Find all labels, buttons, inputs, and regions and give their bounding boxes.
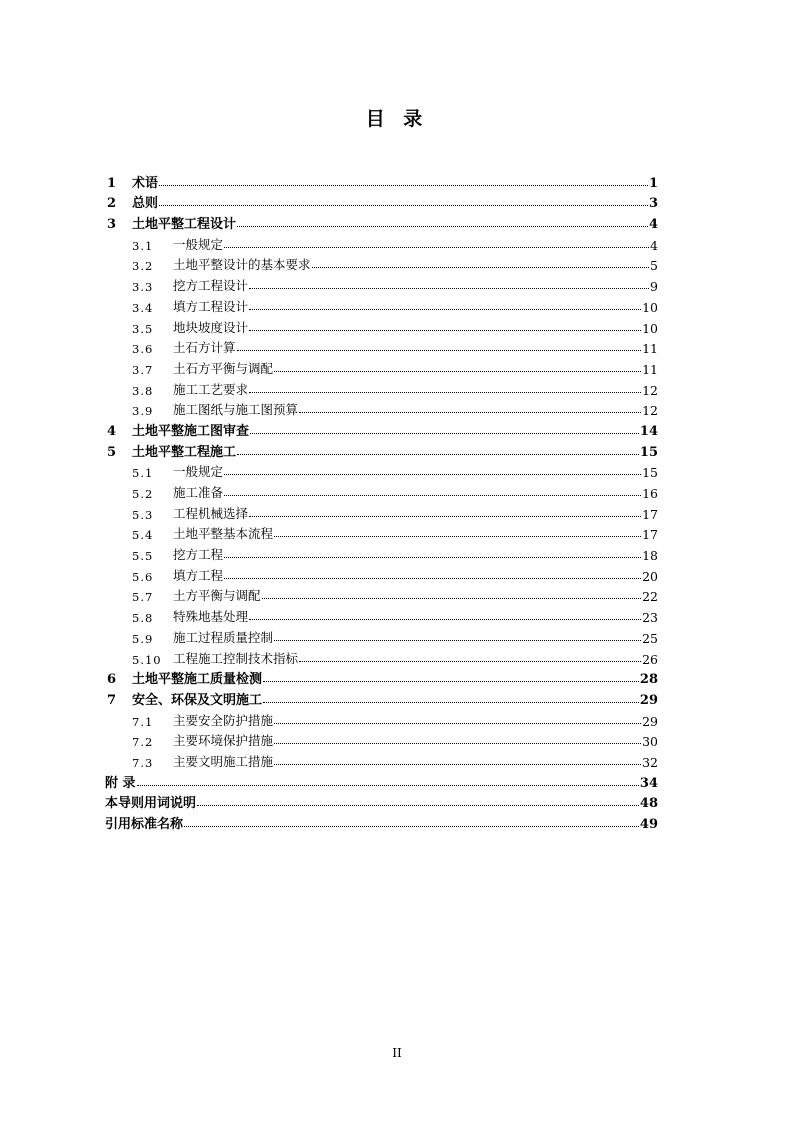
toc-entry[interactable] bbox=[105, 625, 658, 646]
toc-entry-number: 5.9 bbox=[132, 631, 154, 646]
toc-entry-label: 安全、环保及文明施工 bbox=[132, 692, 263, 708]
toc-entry-number: 3.1 bbox=[132, 238, 154, 253]
toc-entry[interactable] bbox=[105, 584, 658, 605]
toc-entry-label: 一般规定 bbox=[173, 464, 224, 480]
toc-entry-page: 29 bbox=[639, 692, 658, 708]
toc-entry-label: 挖方工程设计 bbox=[173, 278, 249, 294]
dot-leader bbox=[237, 454, 639, 455]
toc-entry-page: 4 bbox=[650, 237, 658, 253]
toc-entry-page: 48 bbox=[639, 796, 658, 812]
toc-entry[interactable] bbox=[105, 356, 658, 377]
toc-entry-label: 主要安全防护措施 bbox=[173, 712, 274, 728]
dot-leader bbox=[249, 288, 649, 289]
dot-leader bbox=[224, 247, 649, 248]
toc-entry-label: 地块坡度设计 bbox=[173, 319, 249, 335]
dot-leader bbox=[224, 474, 641, 475]
toc-entry-page: 4 bbox=[648, 217, 658, 233]
toc-entry[interactable] bbox=[105, 460, 658, 481]
toc-entry-page: 5 bbox=[650, 258, 658, 274]
toc-entry-page: 28 bbox=[639, 672, 658, 688]
toc-entry-page: 49 bbox=[639, 817, 658, 832]
dot-leader bbox=[159, 185, 648, 186]
dot-leader bbox=[274, 764, 641, 765]
toc-entry[interactable] bbox=[105, 687, 658, 708]
toc-entry[interactable] bbox=[105, 377, 658, 398]
toc-entry-number: 7 bbox=[107, 692, 117, 708]
toc-entry-label: 土石方平衡与调配 bbox=[173, 360, 274, 376]
toc-entry-number: 5.4 bbox=[132, 528, 154, 543]
toc-entry[interactable] bbox=[105, 294, 658, 315]
toc-entry[interactable] bbox=[105, 191, 658, 212]
toc-entry-page: 32 bbox=[642, 754, 658, 770]
dot-leader bbox=[262, 598, 642, 599]
dot-leader bbox=[137, 785, 639, 786]
toc-title: 目 录 bbox=[365, 108, 429, 130]
dot-leader bbox=[197, 805, 639, 806]
toc-entry-label: 特殊地基处理 bbox=[173, 609, 249, 625]
toc-entry-label: 工程机械选择 bbox=[173, 505, 249, 521]
toc-entry[interactable] bbox=[105, 253, 658, 274]
toc-entry[interactable] bbox=[105, 729, 658, 750]
toc-entry-label: 土石方计算 bbox=[173, 340, 236, 356]
toc-entry-number: 2 bbox=[107, 196, 117, 212]
toc-entry-label: 土方平衡与调配 bbox=[173, 588, 261, 604]
toc-entry-label: 土地平整施工质量检测 bbox=[132, 672, 263, 688]
toc-entry[interactable] bbox=[105, 522, 658, 543]
toc-entry-page: 29 bbox=[642, 713, 658, 729]
toc-entry-number: 3.6 bbox=[132, 342, 154, 357]
toc-entry-page: 11 bbox=[642, 361, 658, 377]
toc-entry-page: 25 bbox=[642, 630, 658, 646]
dot-leader bbox=[274, 371, 641, 372]
toc-entry-number: 7.2 bbox=[132, 735, 154, 750]
toc-entry-number: 5.3 bbox=[132, 507, 154, 522]
toc-entry-page: 16 bbox=[642, 486, 658, 501]
toc-entry-number: 5.2 bbox=[132, 487, 154, 501]
toc-entry-label: 挖方工程 bbox=[173, 547, 224, 563]
toc-entry-page: 17 bbox=[642, 506, 658, 522]
toc-entry-page: 23 bbox=[642, 610, 658, 626]
toc-entry-page: 34 bbox=[639, 775, 658, 791]
toc-entry-page: 9 bbox=[650, 279, 658, 295]
toc-entry-number: 5.6 bbox=[132, 569, 154, 584]
toc-entry-page: 22 bbox=[642, 589, 658, 605]
dot-leader bbox=[299, 661, 641, 662]
dot-leader bbox=[249, 392, 641, 393]
dot-leader bbox=[237, 226, 648, 227]
dot-leader bbox=[250, 433, 639, 434]
toc-entry-label: 土地平整基本流程 bbox=[173, 526, 274, 542]
dot-leader bbox=[312, 267, 650, 268]
toc-entry-page: 10 bbox=[642, 320, 658, 336]
toc-entry-number: 6 bbox=[107, 672, 117, 688]
toc-entry-number: 5.10 bbox=[132, 652, 162, 667]
toc-entry-label: 土地平整设计的基本要求 bbox=[173, 257, 311, 273]
toc-entry[interactable] bbox=[105, 336, 658, 357]
toc-entry-number: 7.1 bbox=[132, 714, 154, 729]
toc-entry[interactable] bbox=[105, 563, 658, 584]
toc-entry-number: 7.3 bbox=[132, 755, 154, 770]
page-number-footer: II bbox=[392, 1046, 402, 1060]
toc-entry[interactable] bbox=[105, 418, 658, 439]
toc-entry[interactable] bbox=[105, 439, 658, 460]
toc-entry-page: 12 bbox=[642, 382, 658, 398]
toc-entry-page: 20 bbox=[642, 568, 658, 584]
toc-entry[interactable] bbox=[105, 480, 658, 501]
dot-leader bbox=[299, 412, 641, 413]
dot-leader bbox=[274, 536, 641, 537]
toc-entry-page: 26 bbox=[642, 651, 658, 667]
toc-entry-page: 11 bbox=[642, 341, 658, 357]
toc-entry[interactable] bbox=[105, 315, 658, 336]
toc-entry[interactable] bbox=[105, 273, 658, 294]
toc-entry-page: 12 bbox=[642, 403, 658, 419]
toc-entry-page: 3 bbox=[648, 196, 658, 212]
toc-entry-page: 30 bbox=[642, 734, 658, 750]
toc-entry[interactable] bbox=[105, 501, 658, 522]
toc-entry-page: 18 bbox=[642, 548, 658, 564]
toc-entry-number: 3 bbox=[107, 217, 117, 233]
toc-entry-label: 土地平整施工图审查 bbox=[132, 423, 250, 439]
toc-entry-label: 施工工艺要求 bbox=[173, 381, 249, 397]
dot-leader bbox=[224, 578, 641, 579]
toc-entry-page: 15 bbox=[642, 465, 658, 481]
toc-entry-label: 工程施工控制技术指标 bbox=[173, 650, 299, 666]
toc-entry[interactable] bbox=[105, 604, 658, 625]
toc-entry-label: 施工过程质量控制 bbox=[173, 629, 274, 645]
dot-leader bbox=[237, 350, 642, 351]
dot-leader bbox=[249, 516, 641, 517]
toc-entry[interactable] bbox=[105, 542, 658, 563]
dot-leader bbox=[274, 640, 641, 641]
dot-leader bbox=[159, 205, 648, 206]
toc-entry[interactable] bbox=[105, 646, 658, 667]
toc-entry-label: 施工准备 bbox=[173, 485, 224, 500]
toc-entry-number: 3.2 bbox=[132, 259, 154, 274]
toc-entry-number: 3.5 bbox=[132, 321, 154, 336]
toc-entry-number: 3.4 bbox=[132, 300, 154, 315]
toc-entry-number: 4 bbox=[107, 423, 117, 439]
dot-leader bbox=[184, 826, 639, 827]
dot-leader bbox=[263, 681, 639, 682]
toc-entry-label: 一般规定 bbox=[173, 236, 224, 252]
toc-entry[interactable] bbox=[105, 708, 658, 729]
toc-entry[interactable] bbox=[105, 211, 658, 232]
toc-entry[interactable] bbox=[105, 398, 658, 419]
toc-entry-number: 3.3 bbox=[132, 280, 154, 295]
toc-entry[interactable] bbox=[105, 232, 658, 253]
toc-entry-label: 总则 bbox=[132, 196, 159, 212]
dot-leader bbox=[263, 702, 639, 703]
toc-entry[interactable] bbox=[105, 770, 658, 791]
toc-entry-number: 3.8 bbox=[132, 383, 154, 398]
dot-leader bbox=[224, 495, 641, 496]
toc-entry-label: 引用标准名称 bbox=[105, 817, 184, 832]
dot-leader bbox=[274, 723, 641, 724]
toc-entry-label: 土地平整工程施工 bbox=[132, 444, 237, 460]
toc-entry-label: 主要文明施工措施 bbox=[173, 753, 274, 769]
toc-entry-page: 14 bbox=[639, 423, 658, 439]
toc-entry-number: 3.7 bbox=[132, 362, 154, 377]
table-of-contents bbox=[105, 170, 658, 832]
toc-entry[interactable] bbox=[105, 170, 658, 191]
dot-leader bbox=[249, 619, 641, 620]
toc-entry-page: 1 bbox=[648, 175, 658, 191]
toc-entry-page: 15 bbox=[639, 444, 658, 460]
toc-entry-page: 10 bbox=[642, 299, 658, 315]
toc-entry-number: 5.8 bbox=[132, 611, 154, 626]
toc-entry-number: 5.5 bbox=[132, 549, 154, 564]
toc-entry-label: 主要环境保护措施 bbox=[173, 733, 274, 749]
toc-entry-number: 3.9 bbox=[132, 404, 154, 419]
toc-entry[interactable] bbox=[105, 811, 658, 832]
toc-entry-label: 本导则用词说明 bbox=[105, 796, 197, 812]
toc-entry-label: 施工图纸与施工图预算 bbox=[173, 402, 299, 418]
dot-leader bbox=[249, 309, 641, 310]
toc-entry[interactable] bbox=[105, 667, 658, 688]
toc-entry-label: 土地平整工程设计 bbox=[132, 217, 237, 233]
toc-entry-label: 附 录 bbox=[105, 775, 136, 791]
toc-entry[interactable] bbox=[105, 749, 658, 770]
toc-entry-label: 术语 bbox=[132, 175, 159, 191]
toc-entry-number: 5 bbox=[107, 444, 117, 460]
toc-entry-label: 填方工程 bbox=[173, 567, 224, 583]
dot-leader bbox=[249, 330, 641, 331]
dot-leader bbox=[274, 743, 641, 744]
toc-entry-page: 17 bbox=[642, 527, 658, 543]
toc-entry-label: 填方工程设计 bbox=[173, 298, 249, 314]
dot-leader bbox=[224, 557, 641, 558]
toc-entry-number: 1 bbox=[107, 175, 117, 191]
toc-entry-number: 5.7 bbox=[132, 590, 154, 605]
toc-entry-number: 5.1 bbox=[132, 466, 154, 481]
toc-entry[interactable] bbox=[105, 791, 658, 812]
